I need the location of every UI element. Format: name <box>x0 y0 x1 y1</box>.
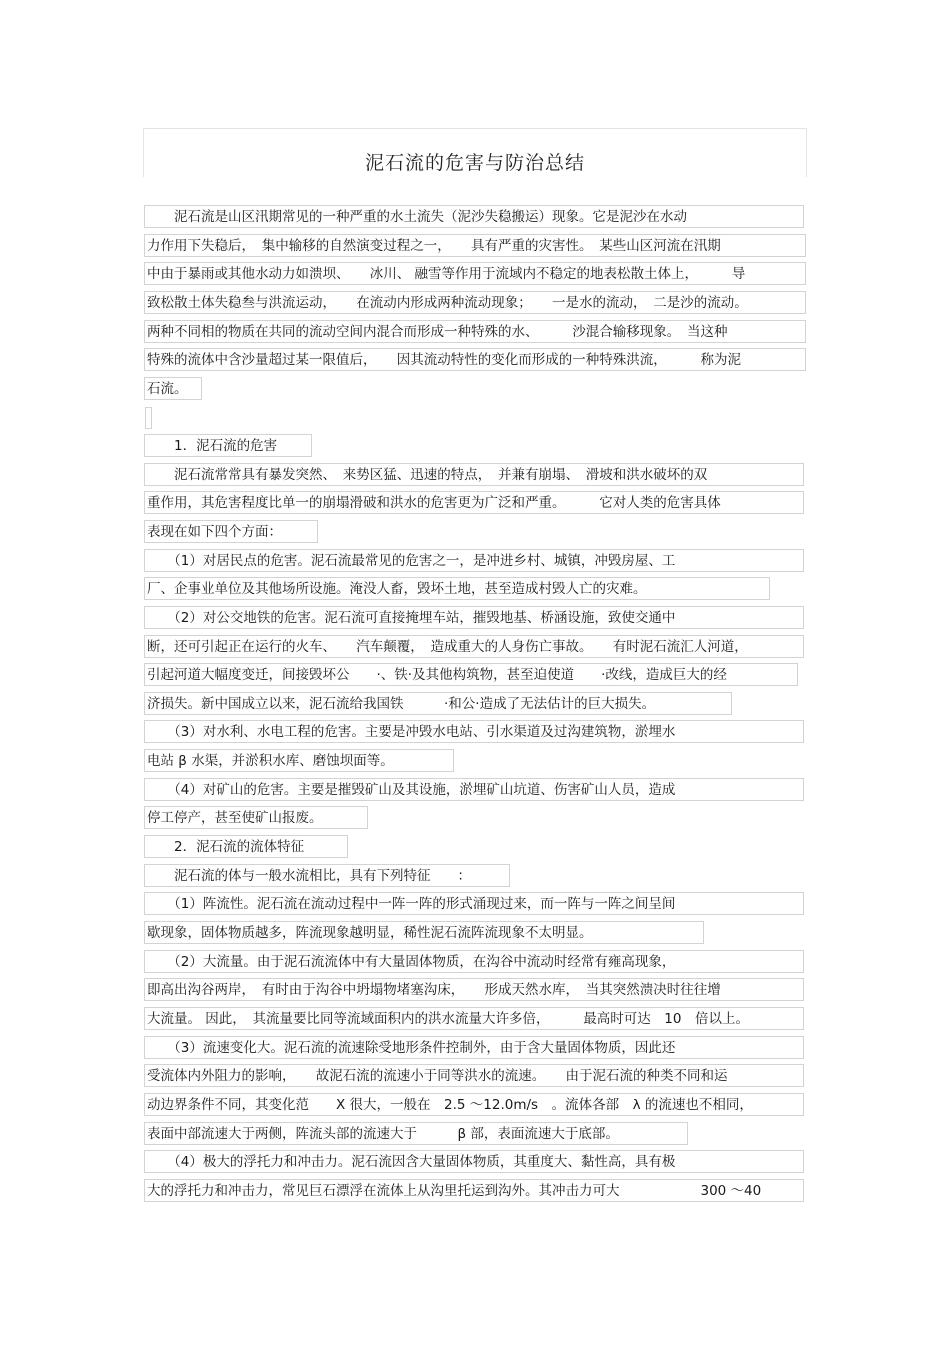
text-line: （4）极大的浮托力和冲击力。泥石流因含大量固体物质，其重度大、黏性高，具有极 <box>144 1150 804 1173</box>
text-line: 中由于暴雨或其他水动力如溃坝、 冰川、 融雪等作用于流域内不稳定的地表松散土体上， 导 <box>144 262 806 285</box>
text-line: 泥石流的体与一般水流相比，具有下列特征 ： <box>144 864 510 887</box>
page-title: 泥石流的危害与防治总结 <box>364 152 585 174</box>
text-line: 断，还可引起正在运行的火车、 汽车颠覆， 造成重大的人身伤亡事故。 有时泥石流汇人河道， <box>144 635 804 658</box>
text-line: （4）对矿山的危害。主要是摧毁矿山及其设施，淤埋矿山坑道、伤害矿山人员，造成 <box>144 778 804 801</box>
text-line: 济损失。新中国成立以来，泥石流给我国铁 ·和公·造成了无法估计的巨大损失。 <box>144 692 732 715</box>
text-line: 特殊的流体中含沙量超过某一限值后， 因其流动特性的变化而形成的一种特殊洪流， 称为泥 <box>144 348 806 371</box>
text-line: （2）大流量。由于泥石流流体中有大量固体物质，在沟谷中流动时经常有雍高现象， <box>144 950 804 973</box>
text-line: （3）流速变化大。泥石流的流速除受地形条件控制外，由于含大量固体物质，因此还 <box>144 1036 804 1059</box>
text-line: 受流体内外阻力的影响， 故泥石流的流速小于同等洪水的流速。 由于泥石流的种类不同和运 <box>144 1064 804 1087</box>
section-heading: 1．泥石流的危害 <box>144 434 312 457</box>
text-line: 重作用，其危害程度比单一的崩塌滑破和洪水的危害更为广泛和严重。 它对人类的危害具体 <box>144 491 804 514</box>
text-line: （1）对居民点的危害。泥石流最常见的危害之一，是冲进乡村、城镇，冲毁房屋、工 <box>144 549 804 572</box>
text-line: 泥石流常常具有暴发突然、 来势区猛、迅速的特点， 并兼有崩塌、 滑坡和洪水破坏的双 <box>144 463 804 486</box>
text-line: 即高出沟谷两岸， 有时由于沟谷中坍塌物堵塞沟床， 形成天然水库， 当其突然溃决时往往增 <box>144 978 804 1001</box>
text-line: 两种不同相的物质在共同的流动空间内混合而形成一种特殊的水、 沙混合输移现象。 当这种 <box>144 320 806 343</box>
section-heading: 2．泥石流的流体特征 <box>144 835 348 858</box>
text-line: 电站 β 水渠，并淤积水库、磨蚀坝面等。 <box>144 749 454 772</box>
text-line: 大流量。 因此， 其流量要比同等流域面积内的洪水流量大许多倍， 最高时可达 10 倍以上。 <box>144 1007 804 1030</box>
text-line: 泥石流是山区汛期常见的一种严重的水土流失（泥沙失稳搬运）现象。它是泥沙在水动 <box>144 205 804 228</box>
text-line: 歇现象，固体物质越多，阵流现象越明显，稀性泥石流阵流现象不太明显。 <box>144 921 704 944</box>
text-line: 动边界条件不同，其变化范 X 很大，一般在 2.5 ～12.0m/s 。流体各部 λ 的流速也不相同， <box>144 1093 804 1116</box>
empty-line-box <box>145 407 152 429</box>
text-line: （1）阵流性。泥石流在流动过程中一阵一阵的形式涌现过来，而一阵与一阵之间呈间 <box>144 892 804 915</box>
text-line: 致松散土体失稳叁与洪流运动， 在流动内形成两种流动现象； 一是水的流动， 二是沙的流动。 <box>144 291 806 314</box>
text-line: （2）对公交地铁的危害。泥石流可直接掩埋车站，摧毁地基、桥涵设施，致使交通中 <box>144 606 804 629</box>
text-line: 力作用下失稳后， 集中输移的自然演变过程之一， 具有严重的灾害性。 某些山区河流在汛期 <box>144 234 806 257</box>
text-line: 表现在如下四个方面： <box>144 520 318 543</box>
text-line: 停工停产，甚至使矿山报废。 <box>144 806 368 829</box>
text-line: 厂、企事业单位及其他场所设施。淹没人畜，毁坏土地，甚至造成村毁人亡的灾难。 <box>144 577 770 600</box>
text-line: 表面中部流速大于两侧，阵流头部的流速大于 β 部，表面流速大于底部。 <box>144 1122 688 1145</box>
text-line: 大的浮托力和冲击力，常见巨石漂浮在流体上从沟里托运到沟外。其冲击力可大 300 ～40 <box>144 1179 804 1202</box>
text-line: （3）对水利、水电工程的危害。主要是冲毁水电站、引水渠道及过沟建筑物，淤埋水 <box>144 720 804 743</box>
text-line: 石流。 <box>144 377 202 400</box>
text-line: 引起河道大幅度变迁，间接毁坏公 ·、铁·及其他构筑物，甚至迫使道 ·改线，造成巨大的经 <box>144 663 798 686</box>
